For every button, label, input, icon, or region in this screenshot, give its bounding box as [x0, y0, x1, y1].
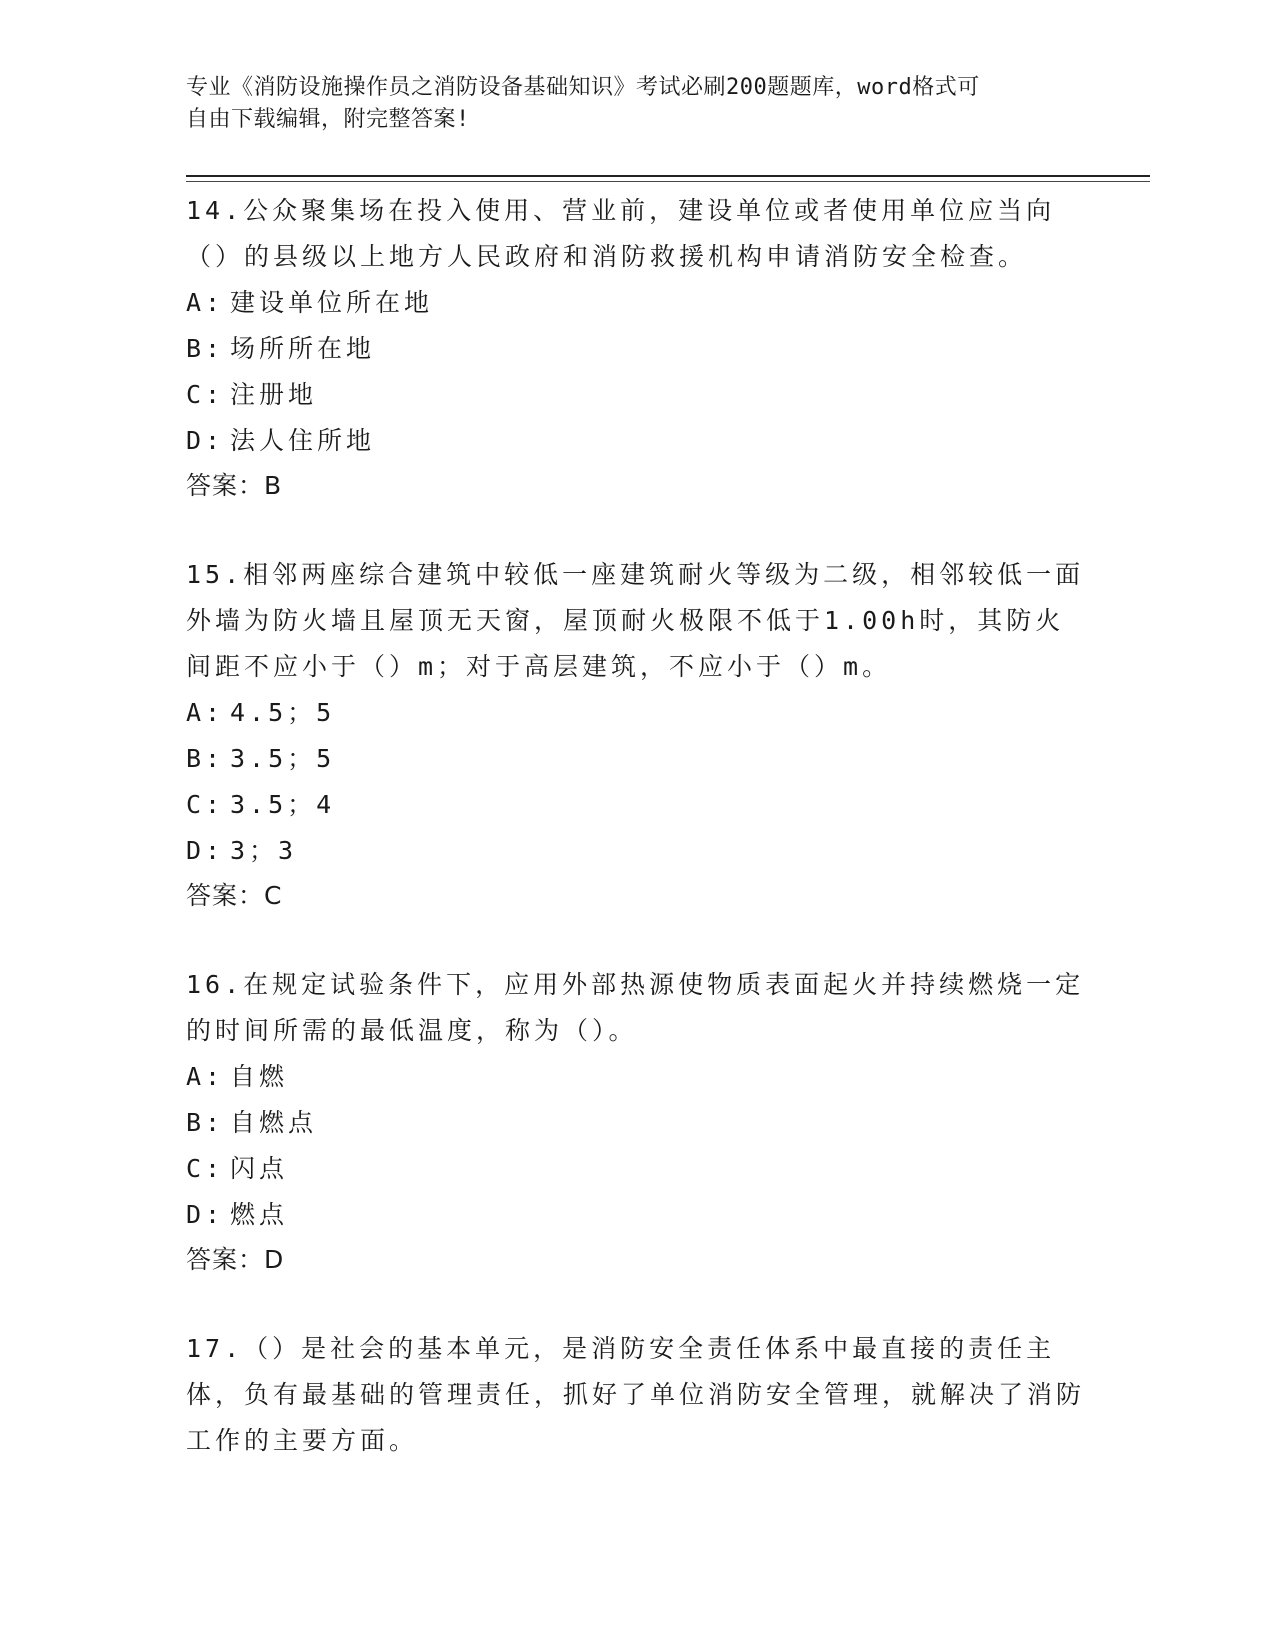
header-line-1: 专业《消防设施操作员之消防设备基础知识》考试必刷200题题库，word格式可 [186, 75, 980, 100]
option-text: 自燃 [230, 1062, 289, 1091]
option-a [186, 280, 1086, 326]
option-b [186, 1100, 1086, 1146]
option-letter: C: [186, 1154, 225, 1183]
option-b [186, 736, 1086, 782]
option-text: 3.5；5 [230, 744, 336, 773]
option-letter: D: [186, 1200, 225, 1229]
answer: 答案：B [186, 471, 283, 500]
option-text: 法人住所地 [230, 426, 376, 455]
option-text: 3.5；4 [230, 790, 336, 819]
option-d [186, 828, 1086, 874]
option-d [186, 1192, 1086, 1238]
option-letter: D: [186, 836, 225, 865]
option-a [186, 690, 1086, 736]
header-divider-thin [186, 181, 1150, 182]
option-letter: B: [186, 744, 225, 773]
question-16 [186, 962, 1086, 1282]
option-text: 自燃点 [230, 1108, 318, 1137]
header-line-2: 自由下载编辑，附完整答案! [186, 107, 470, 132]
option-c [186, 782, 1086, 828]
question-text: 16.在规定试验条件下，应用外部热源使物质表面起火并持续燃烧一定的时间所需的最低温度，称为（）。 [186, 970, 1085, 1045]
question-17 [186, 1326, 1086, 1464]
option-letter: C: [186, 380, 225, 409]
answer: 答案：C [186, 881, 283, 910]
header-divider [186, 175, 1150, 177]
option-a [186, 1054, 1086, 1100]
option-letter: B: [186, 1108, 225, 1137]
option-text: 场所所在地 [230, 334, 376, 363]
option-letter: D: [186, 426, 225, 455]
option-text: 燃点 [230, 1200, 289, 1229]
option-c [186, 1146, 1086, 1192]
question-14 [186, 188, 1086, 508]
option-letter: A: [186, 698, 225, 727]
answer: 答案：D [186, 1245, 285, 1274]
option-b [186, 326, 1086, 372]
option-letter: B: [186, 334, 225, 363]
option-text: 建设单位所在地 [230, 288, 434, 317]
option-text: 闪点 [230, 1154, 289, 1183]
question-15 [186, 552, 1086, 918]
document-header [186, 72, 1066, 136]
question-text: 15.相邻两座综合建筑中较低一座建筑耐火等级为二级，相邻较低一面外墙为防火墙且屋顶无天窗，屋顶耐火极限不低于1.00h时，其防火间距不应小于（）m；对于高层建筑，不应小于（）m。 [186, 560, 1085, 681]
option-text: 4.5；5 [230, 698, 336, 727]
option-text: 3；3 [230, 836, 298, 865]
option-letter: A: [186, 1062, 225, 1091]
question-text: 17.（）是社会的基本单元，是消防安全责任体系中最直接的责任主体，负有最基础的管理责任，抓好了单位消防安全管理，就解决了消防工作的主要方面。 [186, 1334, 1086, 1455]
option-letter: C: [186, 790, 225, 819]
question-text: 14.公众聚集场在投入使用、营业前，建设单位或者使用单位应当向（）的县级以上地方人民政府和消防救援机构申请消防安全检查。 [186, 196, 1056, 271]
option-text: 注册地 [230, 380, 318, 409]
option-d [186, 418, 1086, 464]
option-letter: A: [186, 288, 225, 317]
option-c [186, 372, 1086, 418]
question-list [186, 188, 1086, 1508]
